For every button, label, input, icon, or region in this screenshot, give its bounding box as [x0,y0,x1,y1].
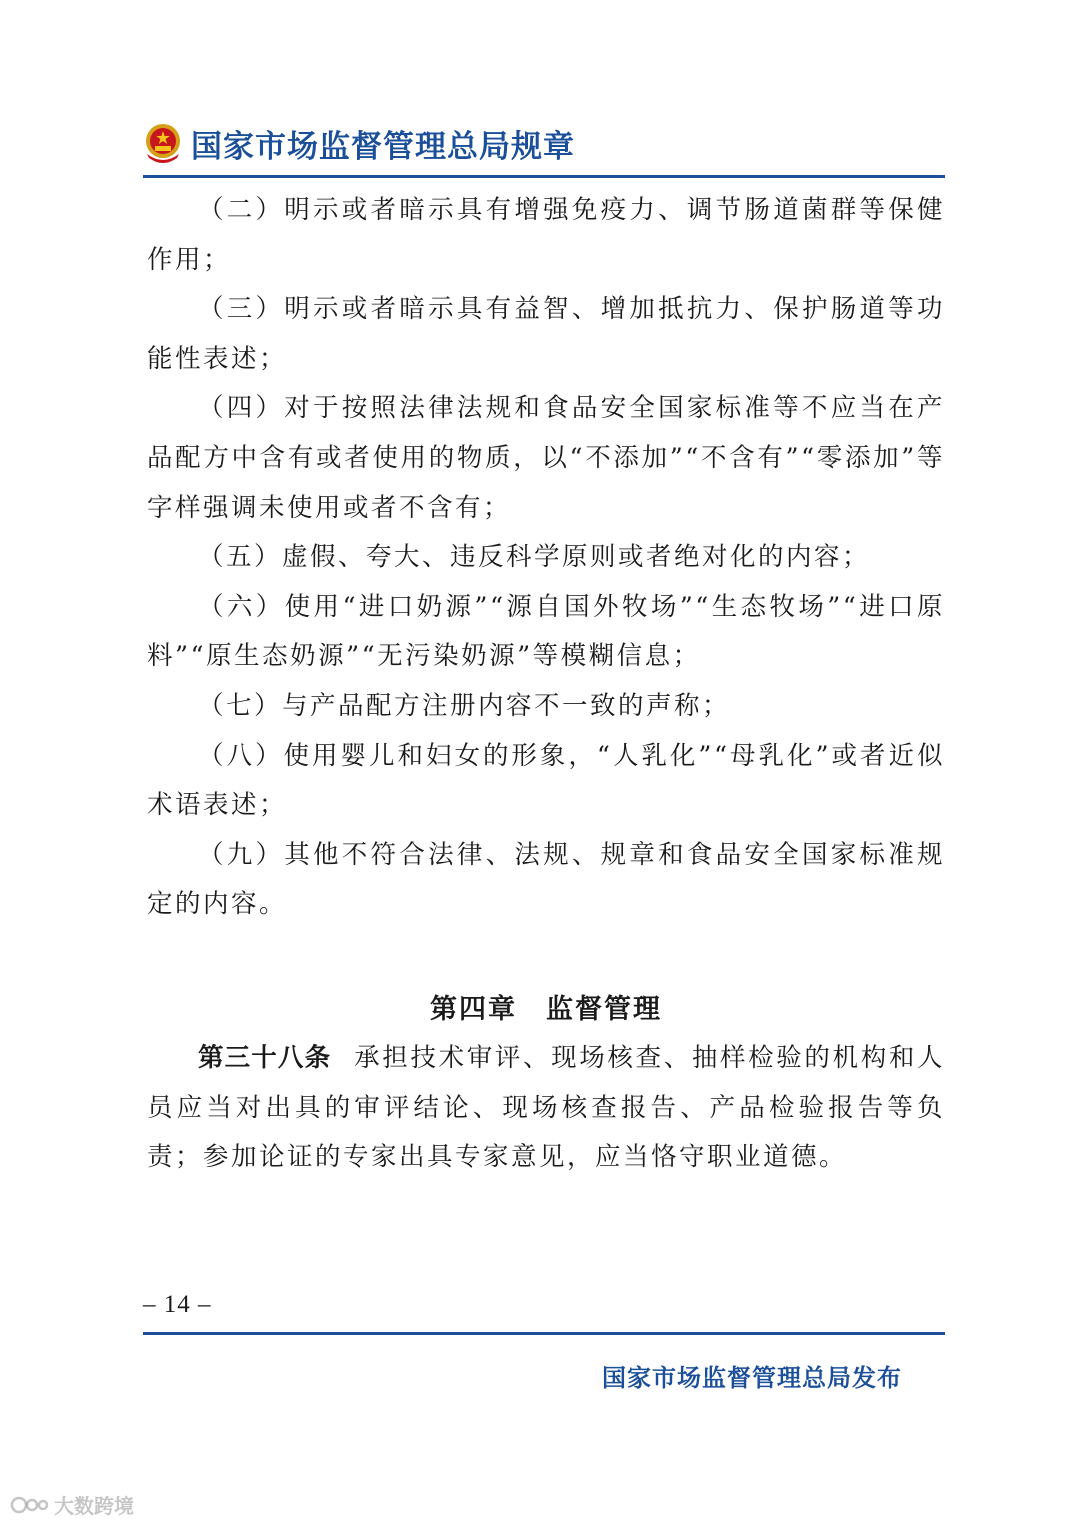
clause-6: （六）使用“进口奶源”“源自国外牧场”“生态牧场”“进口原料”“原生态奶源”“无污染奶源”等模糊信息； [147,591,945,672]
footer-publisher: 国家市场监督管理总局发布 [602,1364,902,1392]
document-header [143,118,943,168]
header-divider [143,175,945,178]
clause-9: （九）其他不符合法律、法规、规章和食品安全国家标准规定的内容。 [147,839,945,920]
chapter-heading: 第四章 监督管理 [430,993,662,1025]
footer-divider [143,1332,945,1335]
clause-4: （四）对于按照法律法规和食品安全国家标准等不应当在产品配方中含有或者使用的物质，以“不添加”“不含有”“零添加”等字样强调未使用或者不含有； [147,393,945,523]
header-title: 国家市场监督管理总局规章 [191,128,575,165]
clause-8: （八）使用婴儿和妇女的形象，“人乳化”“母乳化”或者近似术语表述； [147,740,945,821]
watermark-text: 大数跨境 [54,1494,134,1518]
clause-2: （二）明示或者暗示具有增强免疫力、调节肠道菌群等保健作用； [147,195,945,275]
watermark-logo-icon [10,1493,50,1517]
article-title: 第三十八条 [198,1042,332,1073]
article-text: 承担技术审评、现场核查、抽样检验的机构和人员应当对出具的审评结论、现场核查报告、产品检验报告等负责；参加论证的专家出具专家意见，应当恪守职业道德。 [147,1042,945,1173]
document-body [147,186,945,1183]
clause-7: （七）与产品配方注册内容不一致的声称； [198,690,731,721]
clause-5: （五）虚假、夸大、违反科学原则或者绝对化的内容； [198,542,871,573]
national-emblem-icon [143,122,183,164]
page-number: – 14 – [143,1291,212,1318]
article-38 [147,1034,945,1183]
clause-3: （三）明示或者暗示具有益智、增加抵抗力、保护肠道等功能性表述； [147,294,945,374]
watermark [10,1490,134,1519]
